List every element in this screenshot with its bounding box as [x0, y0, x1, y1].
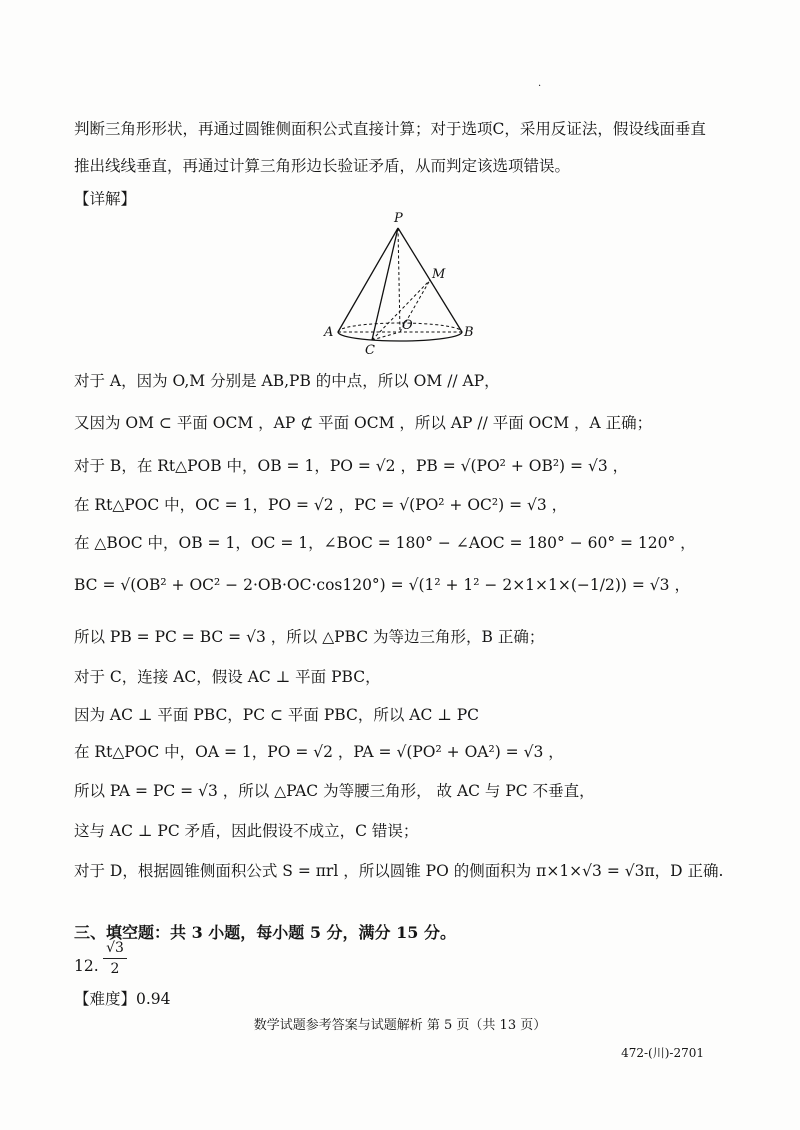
solution-b-line-3: 在 △BOC 中，OB = 1，OC = 1，∠BOC = 180° − ∠AOC = 180° − 60° = 120° ， — [74, 534, 696, 552]
section-3-heading: 三、填空题：共 3 小题，每小题 5 分，满分 15 分。 — [74, 923, 456, 942]
solution-b-line-5: 所以 PB = PC = BC = √3 ，所以 △PBC 为等边三角形，B 正确； — [74, 628, 545, 646]
solution-b-line-1: 对于 B，在 Rt△POB 中，OB = 1，PO = √2 ，PB = √(PO² + OB²) = √3 ， — [74, 457, 629, 475]
label-B: B — [464, 325, 474, 340]
label-A: A — [324, 325, 334, 340]
solution-a-line-1: 对于 A，因为 O,M 分别是 AB,PB 的中点，所以 OM // AP， — [74, 372, 500, 390]
difficulty-label: 【难度】0.94 — [74, 990, 171, 1008]
section-label: 【详解】 — [74, 190, 137, 208]
label-C: C — [365, 343, 375, 358]
scan-dot: . — [538, 78, 542, 89]
solution-a-line-2: 又因为 OM ⊂ 平面 OCM ，AP ⊄ 平面 OCM ，所以 AP // 平面 OCM ，A 正确； — [74, 414, 653, 432]
label-O: O — [402, 318, 413, 333]
base-front-arc — [338, 332, 462, 341]
answer-numerator: √3 — [106, 940, 124, 956]
intro-line-1: 判断三角形形状，再通过圆锥侧面积公式直接计算；对于选项C，采用反证法，假设线面垂直 — [74, 120, 706, 138]
height-PO — [398, 228, 400, 332]
solution-c-line-5: 这与 AC ⊥ PC 矛盾，因此假设不成立，C 错误； — [74, 822, 419, 840]
intro-line-2: 推出线线垂直，再通过计算三角形边长验证矛盾，从而判定该选项错误。 — [74, 157, 571, 175]
solution-c-line-2: 因为 AC ⊥ 平面 PBC，PC ⊂ 平面 PBC，所以 AC ⊥ PC — [74, 706, 480, 724]
solution-b-line-4: BC = √(OB² + OC² − 2·OB·OC·cos120°) = √(1² + 1² − 2×1×1×(−1/2)) = √3 ， — [74, 576, 690, 594]
page-footer: 数学试题参考答案与试题解析 第 5 页（共 13 页） — [253, 1018, 547, 1033]
solution-c-line-1: 对于 C，连接 AC，假设 AC ⊥ 平面 PBC， — [74, 668, 381, 686]
solution-c-line-4: 所以 PA = PC = √3 ，所以 △PAC 为等腰三角形， 故 AC 与 PC 不垂直， — [74, 782, 595, 800]
fraction-bar — [103, 958, 127, 959]
question-12-answer — [100, 940, 130, 977]
edge-PA — [338, 228, 398, 332]
answer-denominator: 2 — [110, 961, 120, 977]
solution-d-line-1: 对于 D，根据圆锥侧面积公式 S = πrl ，所以圆锥 PO 的侧面积为 π×1×√3 = √3π，D 正确. — [74, 862, 724, 880]
label-P: P — [394, 211, 403, 226]
solution-b-line-2: 在 Rt△POC 中，OC = 1，PO = √2 ，PC = √(PO² + OC²) = √3 ， — [74, 496, 568, 514]
cone-figure — [310, 210, 490, 358]
solution-c-line-3: 在 Rt△POC 中，OA = 1，PO = √2 ，PA = √(PO² + OA²) = √3 ， — [74, 743, 564, 761]
label-M: M — [432, 267, 446, 282]
document-code: 472-(川)-2701 — [621, 1046, 704, 1060]
question-12-number: 12. — [74, 957, 99, 975]
